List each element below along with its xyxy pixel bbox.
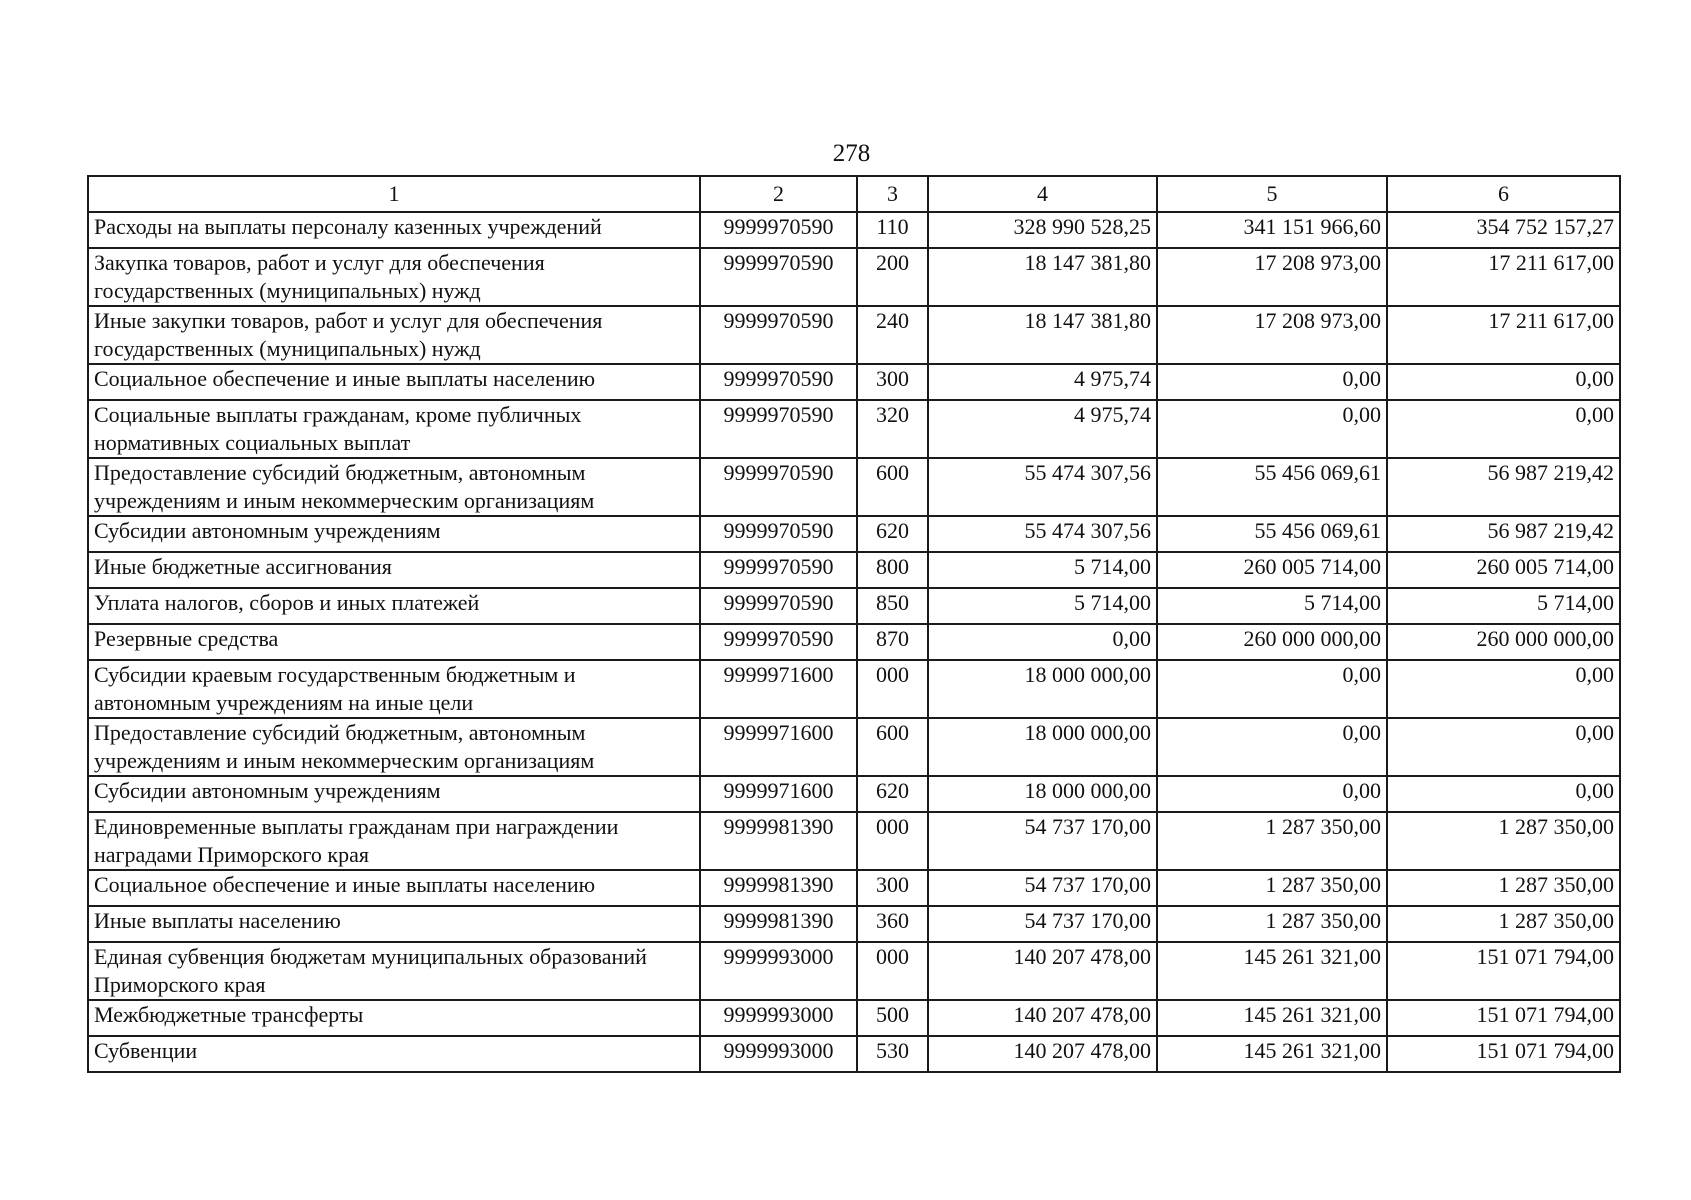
row-name-cell: Предоставление субсидий бюджетным, автономным учреждениям и иным некоммерческим организациям — [88, 458, 700, 516]
row-value-5-cell: 145 261 321,00 — [1157, 1036, 1387, 1072]
row-value-4-cell: 18 147 381,80 — [928, 306, 1157, 364]
row-code-cell: 9999993000 — [700, 942, 857, 1000]
row-value-5-cell: 5 714,00 — [1157, 588, 1387, 624]
row-code-cell: 9999970590 — [700, 588, 857, 624]
table-body — [88, 212, 1620, 1072]
row-value-6-cell: 151 071 794,00 — [1387, 942, 1620, 1000]
table-row — [88, 248, 1620, 306]
row-code-cell: 9999993000 — [700, 1000, 857, 1036]
table-row — [88, 364, 1620, 400]
row-type-cell: 000 — [857, 660, 928, 718]
table-row — [88, 1000, 1620, 1036]
row-code-cell: 9999970590 — [700, 400, 857, 458]
row-name-cell: Субсидии автономным учреждениям — [88, 776, 700, 812]
row-value-6-cell: 151 071 794,00 — [1387, 1000, 1620, 1036]
column-header-5: 5 — [1157, 176, 1387, 212]
column-header-2: 2 — [700, 176, 857, 212]
table-row — [88, 942, 1620, 1000]
row-code-cell: 9999971600 — [700, 776, 857, 812]
row-value-4-cell: 140 207 478,00 — [928, 1036, 1157, 1072]
row-value-4-cell: 55 474 307,56 — [928, 458, 1157, 516]
row-value-6-cell: 56 987 219,42 — [1387, 458, 1620, 516]
row-value-4-cell: 55 474 307,56 — [928, 516, 1157, 552]
table-row — [88, 588, 1620, 624]
row-value-6-cell: 0,00 — [1387, 718, 1620, 776]
row-type-cell: 000 — [857, 942, 928, 1000]
table-row — [88, 624, 1620, 660]
row-value-6-cell: 0,00 — [1387, 660, 1620, 718]
row-code-cell: 9999970590 — [700, 552, 857, 588]
row-value-6-cell: 260 000 000,00 — [1387, 624, 1620, 660]
row-value-6-cell: 0,00 — [1387, 776, 1620, 812]
row-type-cell: 200 — [857, 248, 928, 306]
row-code-cell: 9999970590 — [700, 248, 857, 306]
row-type-cell: 620 — [857, 516, 928, 552]
row-value-6-cell: 1 287 350,00 — [1387, 812, 1620, 870]
row-name-cell: Социальное обеспечение и иные выплаты населению — [88, 870, 700, 906]
row-code-cell: 9999981390 — [700, 812, 857, 870]
row-name-cell: Предоставление субсидий бюджетным, автономным учреждениям и иным некоммерческим организациям — [88, 718, 700, 776]
row-value-6-cell: 0,00 — [1387, 400, 1620, 458]
row-value-6-cell: 1 287 350,00 — [1387, 906, 1620, 942]
row-name-cell: Уплата налогов, сборов и иных платежей — [88, 588, 700, 624]
row-value-4-cell: 140 207 478,00 — [928, 1000, 1157, 1036]
row-name-cell: Субсидии автономным учреждениям — [88, 516, 700, 552]
row-value-5-cell: 1 287 350,00 — [1157, 812, 1387, 870]
row-value-5-cell: 1 287 350,00 — [1157, 906, 1387, 942]
row-name-cell: Иные закупки товаров, работ и услуг для обеспечения государственных (муниципальных) нужд — [88, 306, 700, 364]
row-value-5-cell: 55 456 069,61 — [1157, 516, 1387, 552]
row-value-4-cell: 18 147 381,80 — [928, 248, 1157, 306]
row-value-6-cell: 17 211 617,00 — [1387, 248, 1620, 306]
row-value-5-cell: 0,00 — [1157, 660, 1387, 718]
table-row — [88, 212, 1620, 248]
row-code-cell: 9999971600 — [700, 660, 857, 718]
row-type-cell: 870 — [857, 624, 928, 660]
row-value-6-cell: 1 287 350,00 — [1387, 870, 1620, 906]
row-code-cell: 9999993000 — [700, 1036, 857, 1072]
row-value-4-cell: 18 000 000,00 — [928, 776, 1157, 812]
row-name-cell: Субсидии краевым государственным бюджетным и автономным учреждениям на иные цели — [88, 660, 700, 718]
row-value-4-cell: 54 737 170,00 — [928, 906, 1157, 942]
row-type-cell: 300 — [857, 364, 928, 400]
table-row — [88, 400, 1620, 458]
row-value-5-cell: 17 208 973,00 — [1157, 306, 1387, 364]
row-name-cell: Социальное обеспечение и иные выплаты населению — [88, 364, 700, 400]
row-type-cell: 500 — [857, 1000, 928, 1036]
row-value-5-cell: 1 287 350,00 — [1157, 870, 1387, 906]
table-row — [88, 552, 1620, 588]
column-header-4: 4 — [928, 176, 1157, 212]
table-row — [88, 776, 1620, 812]
table-row — [88, 458, 1620, 516]
column-header-1: 1 — [88, 176, 700, 212]
row-value-4-cell: 54 737 170,00 — [928, 812, 1157, 870]
row-value-5-cell: 17 208 973,00 — [1157, 248, 1387, 306]
row-code-cell: 9999970590 — [700, 364, 857, 400]
row-value-5-cell: 341 151 966,60 — [1157, 212, 1387, 248]
row-type-cell: 530 — [857, 1036, 928, 1072]
row-type-cell: 600 — [857, 718, 928, 776]
row-value-5-cell: 145 261 321,00 — [1157, 942, 1387, 1000]
row-type-cell: 240 — [857, 306, 928, 364]
row-code-cell: 9999970590 — [700, 458, 857, 516]
row-type-cell: 110 — [857, 212, 928, 248]
row-value-5-cell: 0,00 — [1157, 400, 1387, 458]
row-type-cell: 300 — [857, 870, 928, 906]
row-value-5-cell: 0,00 — [1157, 776, 1387, 812]
row-type-cell: 600 — [857, 458, 928, 516]
row-value-6-cell: 354 752 157,27 — [1387, 212, 1620, 248]
row-value-4-cell: 140 207 478,00 — [928, 942, 1157, 1000]
table-row — [88, 1036, 1620, 1072]
row-name-cell: Субвенции — [88, 1036, 700, 1072]
row-code-cell: 9999970590 — [700, 212, 857, 248]
column-header-3: 3 — [857, 176, 928, 212]
row-name-cell: Расходы на выплаты персоналу казенных учреждений — [88, 212, 700, 248]
row-value-4-cell: 5 714,00 — [928, 552, 1157, 588]
table-row — [88, 812, 1620, 870]
table-row — [88, 906, 1620, 942]
table-header-row — [88, 176, 1620, 212]
row-value-4-cell: 328 990 528,25 — [928, 212, 1157, 248]
column-header-6: 6 — [1387, 176, 1620, 212]
row-value-6-cell: 5 714,00 — [1387, 588, 1620, 624]
row-code-cell: 9999970590 — [700, 306, 857, 364]
row-code-cell: 9999971600 — [700, 718, 857, 776]
row-value-6-cell: 260 005 714,00 — [1387, 552, 1620, 588]
row-code-cell: 9999981390 — [700, 906, 857, 942]
row-name-cell: Иные бюджетные ассигнования — [88, 552, 700, 588]
row-value-5-cell: 260 000 000,00 — [1157, 624, 1387, 660]
row-name-cell: Социальные выплаты гражданам, кроме публичных нормативных социальных выплат — [88, 400, 700, 458]
row-value-6-cell: 56 987 219,42 — [1387, 516, 1620, 552]
row-code-cell: 9999970590 — [700, 624, 857, 660]
table-row — [88, 870, 1620, 906]
row-value-4-cell: 4 975,74 — [928, 400, 1157, 458]
row-name-cell: Резервные средства — [88, 624, 700, 660]
row-code-cell: 9999970590 — [700, 516, 857, 552]
row-name-cell: Иные выплаты населению — [88, 906, 700, 942]
row-value-5-cell: 145 261 321,00 — [1157, 1000, 1387, 1036]
row-value-6-cell: 0,00 — [1387, 364, 1620, 400]
row-name-cell: Закупка товаров, работ и услуг для обеспечения государственных (муниципальных) нужд — [88, 248, 700, 306]
row-value-4-cell: 18 000 000,00 — [928, 718, 1157, 776]
row-code-cell: 9999981390 — [700, 870, 857, 906]
row-value-4-cell: 4 975,74 — [928, 364, 1157, 400]
row-value-6-cell: 17 211 617,00 — [1387, 306, 1620, 364]
row-value-4-cell: 5 714,00 — [928, 588, 1157, 624]
row-value-5-cell: 55 456 069,61 — [1157, 458, 1387, 516]
row-name-cell: Единовременные выплаты гражданам при награждении наградами Приморского края — [88, 812, 700, 870]
budget-table — [87, 175, 1621, 1073]
table-row — [88, 718, 1620, 776]
row-type-cell: 620 — [857, 776, 928, 812]
row-type-cell: 320 — [857, 400, 928, 458]
row-value-5-cell: 0,00 — [1157, 364, 1387, 400]
row-type-cell: 360 — [857, 906, 928, 942]
row-value-4-cell: 0,00 — [928, 624, 1157, 660]
row-type-cell: 000 — [857, 812, 928, 870]
row-value-4-cell: 18 000 000,00 — [928, 660, 1157, 718]
page-number: 278 — [832, 140, 871, 167]
table-row — [88, 660, 1620, 718]
row-value-5-cell: 0,00 — [1157, 718, 1387, 776]
table-row — [88, 306, 1620, 364]
row-value-5-cell: 260 005 714,00 — [1157, 552, 1387, 588]
row-name-cell: Единая субвенция бюджетам муниципальных образований Приморского края — [88, 942, 700, 1000]
row-type-cell: 850 — [857, 588, 928, 624]
row-type-cell: 800 — [857, 552, 928, 588]
row-value-4-cell: 54 737 170,00 — [928, 870, 1157, 906]
row-value-6-cell: 151 071 794,00 — [1387, 1036, 1620, 1072]
table-row — [88, 516, 1620, 552]
row-name-cell: Межбюджетные трансферты — [88, 1000, 700, 1036]
